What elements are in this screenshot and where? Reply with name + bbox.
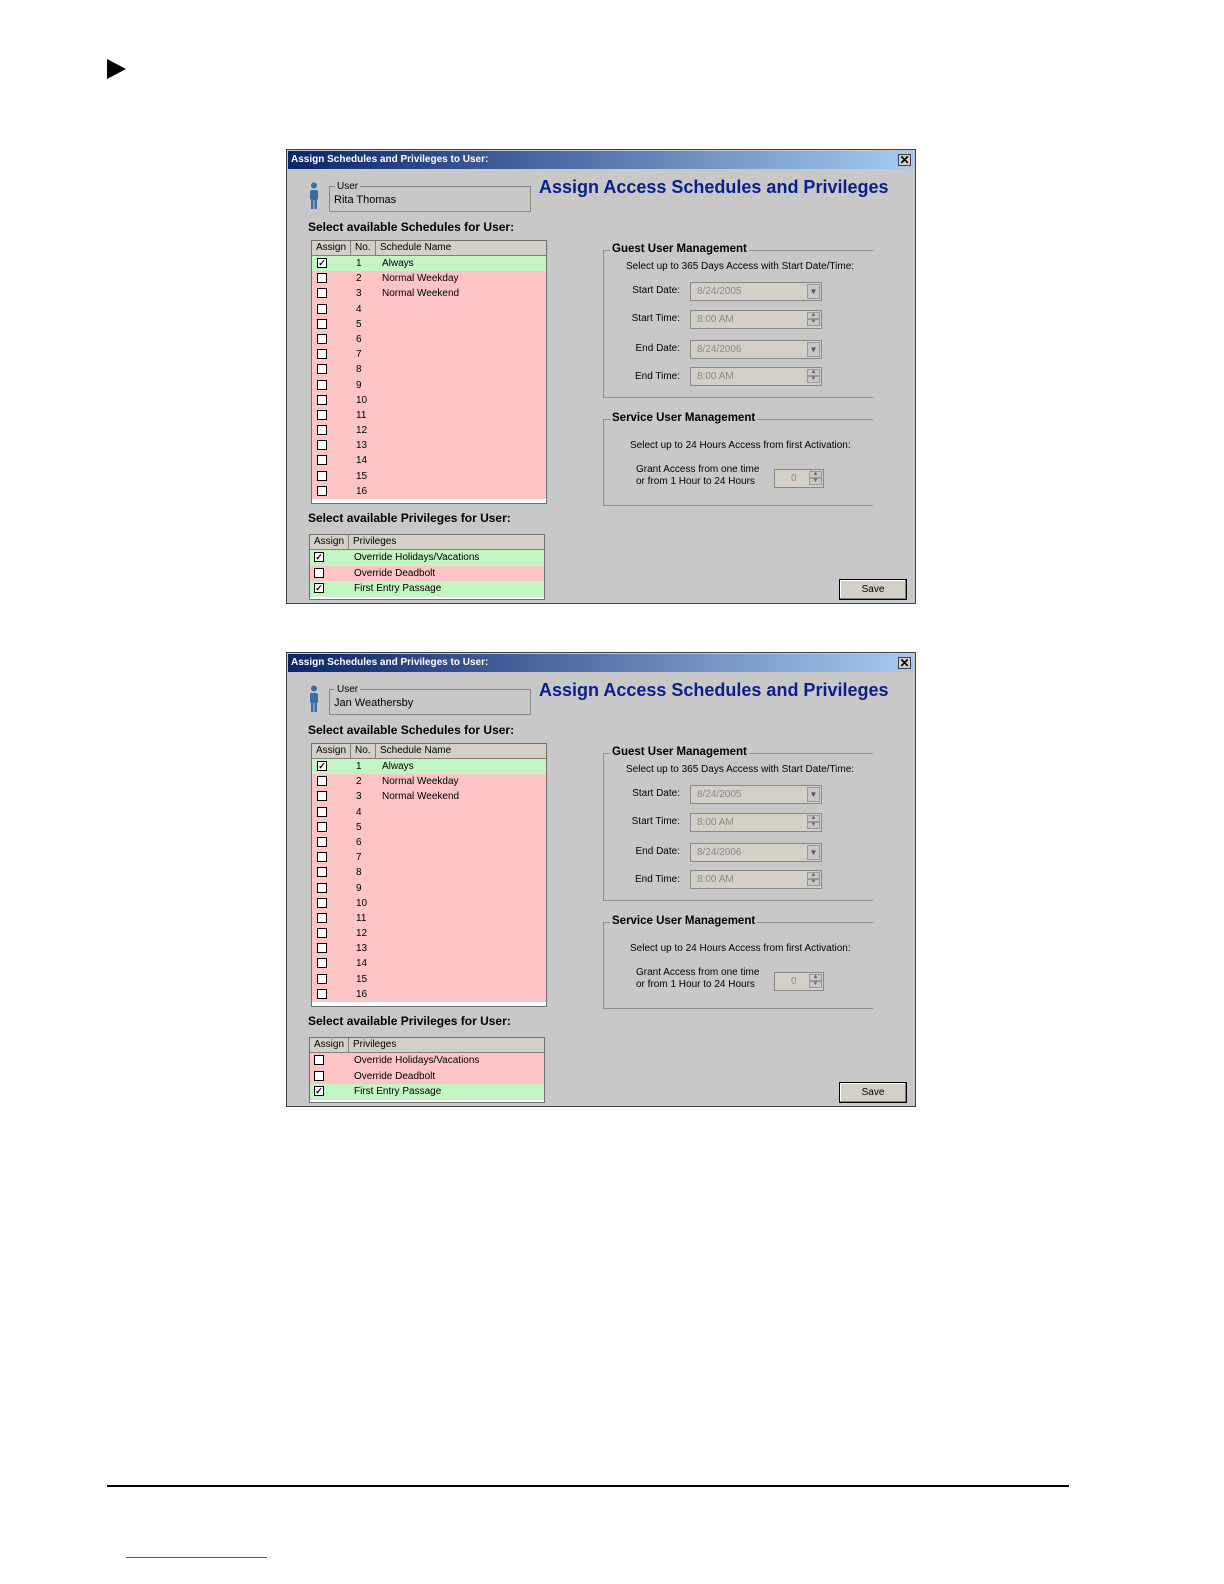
schedule-name: Always [382,258,414,269]
schedule-row[interactable] [312,926,546,941]
schedule-number: 11 [356,409,367,421]
privileges-rows [310,1053,544,1100]
privileges-table-header [310,535,544,550]
schedule-checkbox[interactable] [317,395,327,405]
schedule-checkbox[interactable] [317,364,327,374]
privilege-checkbox[interactable] [314,1055,324,1065]
privilege-checkbox[interactable] [314,1071,324,1081]
privileges-rows [310,550,544,597]
col-assign[interactable]: Assign [312,241,351,255]
spinner-icon[interactable]: ▲ ▼ [809,471,822,486]
schedule-number: 8 [356,364,362,376]
schedule-row[interactable] [312,423,546,438]
schedule-row[interactable] [312,789,546,804]
schedule-row[interactable] [312,911,546,926]
grant-text-line1: Grant Access from one time [636,464,760,475]
end-date-label: End Date: [635,846,680,857]
privilege-row[interactable] [310,1084,544,1100]
schedule-checkbox[interactable]: ✓ [318,258,326,268]
start-time-value: 8:00 AM [697,314,734,325]
end-date-picker[interactable] [690,843,822,862]
privilege-checkbox[interactable] [314,568,324,578]
schedule-row[interactable] [312,438,546,453]
schedule-number: 14 [356,958,368,970]
service-user-group [603,412,873,506]
schedule-number: 1 [356,761,362,772]
schedule-number: 3 [356,288,362,300]
schedule-number: 16 [356,988,368,1000]
schedule-checkbox[interactable] [317,319,327,329]
col-schedule-name[interactable]: Schedule Name [380,745,452,756]
col-privileges[interactable]: Privileges [353,536,397,547]
privilege-name: Override Holidays/Vacations [354,1055,480,1066]
schedule-row[interactable] [312,820,546,835]
schedule-checkbox[interactable] [317,304,327,314]
schedule-number: 16 [356,485,368,497]
schedules-table [311,240,547,504]
end-date-value: 8/24/2006 [697,344,742,355]
schedule-checkbox[interactable] [317,822,327,832]
schedule-number: 13 [356,440,368,452]
schedule-checkbox[interactable] [317,928,327,938]
col-assign[interactable]: Assign [310,1038,349,1052]
schedule-row[interactable] [312,972,546,987]
schedules-table [311,743,547,1007]
spinner-icon[interactable]: ▲ ▼ [809,974,822,989]
schedule-number: 14 [356,455,368,467]
end-time-picker[interactable] [690,870,822,889]
start-date-value: 8/24/2005 [697,789,742,800]
guest-subtitle: Select up to 365 Days Access with Start Date/Time: [626,261,855,272]
guest-user-group [603,243,873,398]
col-no[interactable]: No. [351,744,376,758]
schedule-checkbox[interactable] [317,913,327,923]
schedule-row[interactable] [312,408,546,423]
schedule-row[interactable] [312,987,546,1002]
chevron-down-icon[interactable]: ▼ [807,787,820,802]
schedule-row[interactable] [312,332,546,347]
schedule-checkbox[interactable] [317,989,327,999]
privilege-row[interactable] [310,1069,544,1085]
privileges-table [309,1037,545,1103]
start-time-value: 8:00 AM [697,817,734,828]
spinner-icon[interactable]: ▲ ▼ [807,312,820,327]
col-no[interactable]: No. [351,241,376,255]
schedule-row[interactable] [312,469,546,484]
schedule-number: 1 [356,258,362,269]
end-date-picker[interactable] [690,340,822,359]
col-schedule-name[interactable]: Schedule Name [380,242,452,253]
schedule-row[interactable] [312,453,546,468]
end-time-value: 8:00 AM [697,874,734,885]
footer-rule [107,1485,1069,1487]
schedule-checkbox[interactable] [317,410,327,420]
dialog-heading: Assign Access Schedules and Privileges [539,177,889,197]
end-time-label: End Time: [634,874,680,885]
privileges-table-header [310,1038,544,1053]
dialog-titlebar[interactable] [288,654,914,672]
schedule-checkbox[interactable] [317,486,327,496]
schedule-row[interactable] [312,850,546,865]
start-time-picker[interactable] [690,310,822,329]
start-date-label: Start Date: [632,285,680,296]
privileges-label: Select available Privileges for User: [308,1014,511,1028]
dialog-title: Assign Schedules and Privileges to User: [291,657,489,668]
grant-text-line1: Grant Access from one time [636,967,760,978]
schedule-row[interactable] [312,759,546,774]
service-subtitle: Select up to 24 Hours Access from first Activation: [630,943,851,954]
hours-value: 0 [791,473,797,484]
privilege-row[interactable] [310,581,544,597]
schedule-number: 4 [356,806,362,818]
start-date-picker[interactable] [690,282,822,301]
privilege-name: First Entry Passage [354,583,442,594]
schedule-checkbox[interactable] [317,349,327,359]
start-date-value: 8/24/2005 [697,286,742,297]
privilege-row[interactable] [310,550,544,566]
schedule-checkbox[interactable] [317,867,327,877]
grant-text-line2: or from 1 Hour to 24 Hours [636,476,755,487]
schedules-rows [312,256,546,499]
start-date-picker[interactable] [690,785,822,804]
schedule-checkbox[interactable] [317,288,327,298]
close-icon[interactable]: ✕ [899,153,910,167]
schedule-checkbox[interactable] [317,273,327,283]
schedule-name: Normal Weekday [382,273,459,285]
schedule-row[interactable] [312,362,546,377]
dialog-title: Assign Schedules and Privileges to User: [291,154,489,165]
schedules-table-header [312,744,546,759]
spinner-icon[interactable]: ▲ ▼ [807,872,820,887]
grant-text-line2: or from 1 Hour to 24 Hours [636,979,755,990]
schedule-row[interactable] [312,865,546,880]
schedule-number: 10 [356,897,368,909]
start-time-label: Start Time: [631,816,680,827]
save-button[interactable]: Save [839,579,907,600]
start-date-label: Start Date: [632,788,680,799]
schedule-name: Normal Weekday [382,776,459,788]
schedule-checkbox[interactable] [317,837,327,847]
user-label: User [337,684,359,695]
schedule-checkbox[interactable]: ✓ [318,761,326,771]
privilege-name: Override Holidays/Vacations [354,552,480,563]
assign-dialog [286,652,916,1107]
close-icon[interactable]: ✕ [899,656,910,670]
footer-link-underline[interactable] [126,1557,267,1558]
end-time-label: End Time: [634,371,680,382]
schedule-row[interactable] [312,881,546,896]
save-button[interactable]: Save [839,1082,907,1103]
schedule-number: 5 [356,821,362,833]
schedules-rows [312,759,546,1002]
schedule-checkbox[interactable] [317,425,327,435]
schedule-row[interactable] [312,941,546,956]
service-subtitle: Select up to 24 Hours Access from first Activation: [630,440,851,451]
schedule-checkbox[interactable] [317,334,327,344]
privilege-name: Override Deadbolt [354,1070,436,1082]
schedule-checkbox[interactable] [317,791,327,801]
guest-user-group [603,746,873,901]
schedule-number: 7 [356,349,362,361]
guest-subtitle: Select up to 365 Days Access with Start Date/Time: [626,764,855,775]
schedule-row[interactable] [312,956,546,971]
schedule-number: 12 [356,425,368,437]
schedule-number: 9 [356,882,362,894]
chevron-down-icon[interactable]: ▼ [807,845,820,860]
privileges-table [309,534,545,600]
schedule-checkbox[interactable] [317,440,327,450]
schedule-row[interactable] [312,896,546,911]
end-date-label: End Date: [635,343,680,354]
schedules-label: Select available Schedules for User: [308,220,515,234]
end-time-value: 8:00 AM [697,371,734,382]
end-time-picker[interactable] [690,367,822,386]
schedule-number: 6 [356,836,362,848]
schedule-checkbox[interactable] [317,852,327,862]
schedule-number: 12 [356,928,368,940]
hours-spinner[interactable] [774,469,824,488]
schedule-number: 15 [356,973,368,985]
schedule-checkbox[interactable] [317,974,327,984]
schedule-name: Normal Weekend [382,288,460,300]
schedule-row[interactable] [312,484,546,499]
guest-title: Guest User Management [612,243,747,255]
schedule-row[interactable] [312,393,546,408]
schedule-row[interactable] [312,286,546,301]
schedule-row[interactable] [312,317,546,332]
schedule-checkbox[interactable] [317,943,327,953]
schedule-checkbox[interactable] [317,455,327,465]
user-name: Jan Weathersby [334,697,414,709]
schedule-number: 3 [356,791,362,803]
privilege-name: Override Deadbolt [354,567,436,579]
dialog-titlebar[interactable] [288,151,914,169]
schedule-number: 2 [356,273,362,285]
col-assign[interactable]: Assign [312,744,351,758]
hours-value: 0 [791,976,797,987]
user-name: Rita Thomas [334,194,397,206]
schedule-row[interactable] [312,774,546,789]
person-icon [307,182,321,210]
dialog-heading: Assign Access Schedules and Privileges [539,680,889,700]
schedule-number: 4 [356,303,362,315]
spinner-icon[interactable]: ▲ ▼ [807,815,820,830]
schedule-number: 5 [356,318,362,330]
schedule-number: 13 [356,943,368,955]
schedule-checkbox[interactable] [317,776,327,786]
service-title: Service User Management [612,915,756,927]
privilege-checkbox[interactable]: ✓ [315,552,323,562]
start-time-label: Start Time: [631,313,680,324]
schedule-row[interactable] [312,347,546,362]
schedule-number: 9 [356,379,362,391]
chevron-down-icon[interactable]: ▼ [807,342,820,357]
privilege-row[interactable] [310,566,544,582]
end-date-value: 8/24/2006 [697,847,742,858]
schedule-row[interactable] [312,256,546,271]
bullet-triangle-icon [107,59,126,79]
schedule-row[interactable] [312,805,546,820]
schedules-label: Select available Schedules for User: [308,723,515,737]
schedule-name: Normal Weekend [382,791,460,803]
person-icon [307,685,321,713]
privileges-label: Select available Privileges for User: [308,511,511,525]
schedule-row[interactable] [312,271,546,286]
schedule-checkbox[interactable] [317,958,327,968]
col-privileges[interactable]: Privileges [353,1039,397,1050]
col-assign[interactable]: Assign [310,535,349,549]
privilege-row[interactable] [310,1053,544,1069]
start-time-picker[interactable] [690,813,822,832]
service-user-group [603,915,873,1009]
assign-dialog [286,149,916,604]
schedule-row[interactable] [312,378,546,393]
privilege-checkbox[interactable]: ✓ [315,583,323,593]
schedule-number: 8 [356,867,362,879]
schedule-checkbox[interactable] [317,807,327,817]
schedule-checkbox[interactable] [317,898,327,908]
schedule-number: 11 [356,912,367,924]
schedule-checkbox[interactable] [317,380,327,390]
service-title: Service User Management [612,412,756,424]
schedule-row[interactable] [312,302,546,317]
schedule-name: Always [382,761,414,772]
spinner-icon[interactable]: ▲ ▼ [807,369,820,384]
schedule-number: 6 [356,333,362,345]
guest-title: Guest User Management [612,746,747,758]
schedule-number: 15 [356,470,368,482]
schedule-number: 7 [356,852,362,864]
schedule-checkbox[interactable] [317,883,327,893]
schedules-table-header [312,241,546,256]
schedule-number: 10 [356,394,368,406]
user-label: User [337,181,359,192]
chevron-down-icon[interactable]: ▼ [807,284,820,299]
privilege-name: First Entry Passage [354,1086,442,1097]
schedule-checkbox[interactable] [317,471,327,481]
privilege-checkbox[interactable]: ✓ [315,1086,323,1096]
schedule-number: 2 [356,776,362,788]
schedule-row[interactable] [312,835,546,850]
hours-spinner[interactable] [774,972,824,991]
